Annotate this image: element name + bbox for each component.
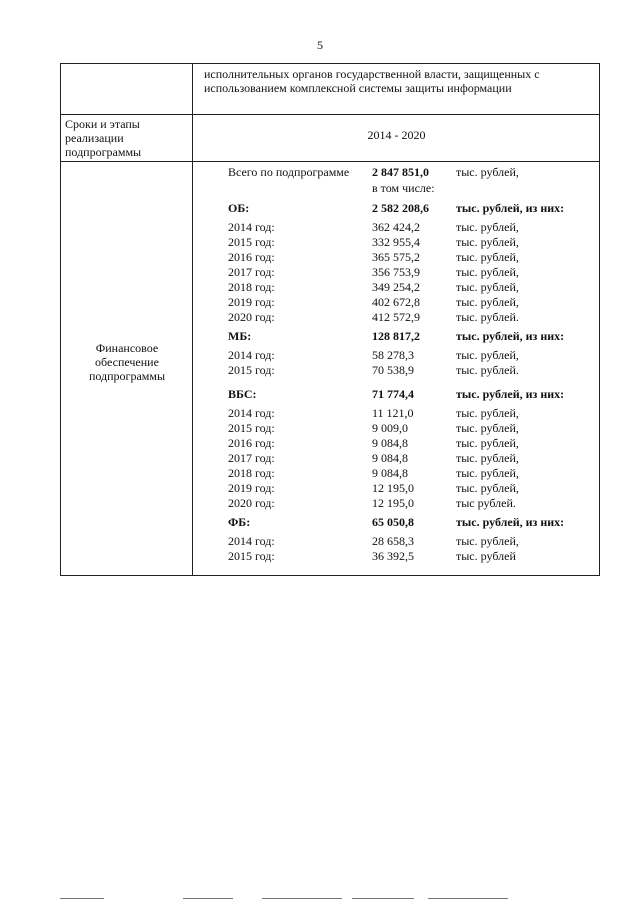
label-line: подпрограммы: [88, 369, 166, 383]
year-label: 2016 год:: [228, 250, 275, 264]
year-amount: 349 254,2: [372, 280, 420, 294]
year-row: [61, 250, 601, 264]
year-amount: 9 084,8: [372, 436, 408, 450]
text-line: использованием комплексной системы защиты информации: [204, 81, 512, 95]
year-row: [61, 534, 601, 548]
section-unit: тыс. рублей, из них:: [456, 387, 565, 401]
year-row: [61, 348, 601, 362]
section-name: ОБ:: [228, 201, 250, 215]
year-unit: тыс. рублей.: [456, 310, 519, 324]
section-header-mb: [61, 329, 601, 343]
section-name: ФБ:: [228, 515, 251, 529]
year-unit: тыс. рублей,: [456, 235, 519, 249]
year-row: [61, 421, 601, 435]
total-label: Всего по подпрограмме: [228, 165, 350, 179]
year-unit: тыс рублей.: [456, 496, 516, 510]
footer-rule: [60, 898, 104, 899]
year-amount: 9 009,0: [372, 421, 408, 435]
total-unit: тыс. рублей,: [456, 165, 519, 179]
year-amount: 402 672,8: [372, 295, 420, 309]
text-line: исполнительных органов государственной власти, защищенных с: [204, 67, 540, 81]
label-line: Финансовое: [95, 341, 159, 355]
year-unit: тыс. рублей,: [456, 280, 519, 294]
year-label: 2016 год:: [228, 436, 275, 450]
section-header-fb: [61, 515, 601, 529]
year-unit: тыс. рублей.: [456, 363, 519, 377]
year-row: [61, 436, 601, 450]
year-unit: тыс. рублей,: [456, 265, 519, 279]
year-label: 2020 год:: [228, 310, 275, 324]
footer-rule: [352, 898, 414, 899]
section-amount: 128 817,2: [372, 329, 420, 343]
section-header-ob: [61, 201, 601, 215]
total-row: [61, 165, 601, 179]
timing-value: 2014 - 2020: [367, 128, 426, 142]
year-row: [61, 310, 601, 324]
year-label: 2018 год:: [228, 280, 275, 294]
footer-rule: [183, 898, 233, 899]
year-amount: 28 658,3: [372, 534, 414, 548]
year-row: [61, 406, 601, 420]
year-amount: 11 121,0: [372, 406, 414, 420]
year-label: 2019 год:: [228, 481, 275, 495]
year-label: 2015 год:: [228, 549, 275, 563]
year-amount: 365 575,2: [372, 250, 420, 264]
year-amount: 356 753,9: [372, 265, 420, 279]
row-divider: [61, 114, 599, 115]
year-row: [61, 496, 601, 510]
year-amount: 12 195,0: [372, 496, 414, 510]
section-amount: 2 582 208,6: [372, 201, 429, 215]
year-row: [61, 363, 601, 377]
section-unit: тыс. рублей, из них:: [456, 515, 565, 529]
total-amount: 2 847 851,0: [372, 165, 429, 179]
year-row: [61, 549, 601, 563]
year-unit: тыс. рублей,: [456, 451, 519, 465]
year-row: [61, 295, 601, 309]
year-amount: 70 538,9: [372, 363, 414, 377]
year-label: 2018 год:: [228, 466, 275, 480]
label-line: Сроки и этапы: [65, 117, 140, 131]
year-amount: 332 955,4: [372, 235, 420, 249]
year-unit: тыс. рублей,: [456, 421, 519, 435]
year-row: [61, 265, 601, 279]
year-label: 2015 год:: [228, 421, 275, 435]
page-number: 5: [317, 38, 323, 52]
year-unit: тыс. рублей,: [456, 250, 519, 264]
year-amount: 412 572,9: [372, 310, 420, 324]
year-label: 2020 год:: [228, 496, 275, 510]
total-note: в том числе:: [372, 181, 435, 195]
footer-rule: [262, 898, 342, 899]
section-amount: 65 050,8: [372, 515, 414, 529]
year-amount: 362 424,2: [372, 220, 420, 234]
section-name: МБ:: [228, 329, 252, 343]
section-unit: тыс. рублей, из них:: [456, 329, 565, 343]
label-line: реализации: [65, 131, 124, 145]
section-header-vbs: [61, 387, 601, 401]
year-unit: тыс. рублей,: [456, 436, 519, 450]
year-label: 2015 год:: [228, 363, 275, 377]
year-label: 2014 год:: [228, 534, 275, 548]
year-label: 2015 год:: [228, 235, 275, 249]
year-amount: 12 195,0: [372, 481, 414, 495]
year-label: 2017 год:: [228, 265, 275, 279]
row-divider: [61, 161, 599, 162]
year-label: 2017 год:: [228, 451, 275, 465]
year-row: [61, 466, 601, 480]
total-note-row: [61, 181, 601, 195]
section-name: ВБС:: [228, 387, 257, 401]
year-amount: 9 084,8: [372, 466, 408, 480]
top-row-text: [204, 67, 594, 95]
label-line: обеспечение: [95, 355, 159, 369]
year-unit: тыс. рублей,: [456, 466, 519, 480]
section-unit: тыс. рублей, из них:: [456, 201, 565, 215]
year-row: [61, 235, 601, 249]
year-amount: 36 392,5: [372, 549, 414, 563]
year-label: 2014 год:: [228, 406, 275, 420]
label-line: подпрограммы: [65, 145, 142, 159]
year-row: [61, 481, 601, 495]
year-row: [61, 220, 601, 234]
year-unit: тыс. рублей: [456, 549, 516, 563]
footer-rule: [428, 898, 508, 899]
year-label: 2014 год:: [228, 220, 275, 234]
section-amount: 71 774,4: [372, 387, 414, 401]
year-amount: 58 278,3: [372, 348, 414, 362]
year-unit: тыс. рублей,: [456, 348, 519, 362]
year-unit: тыс. рублей,: [456, 295, 519, 309]
year-unit: тыс. рублей,: [456, 481, 519, 495]
year-amount: 9 084,8: [372, 451, 408, 465]
year-unit: тыс. рублей,: [456, 534, 519, 548]
timing-label: [65, 117, 189, 159]
subprogram-passport-table: [60, 63, 600, 576]
year-label: 2014 год:: [228, 348, 275, 362]
year-row: [61, 451, 601, 465]
year-unit: тыс. рублей,: [456, 406, 519, 420]
year-unit: тыс. рублей,: [456, 220, 519, 234]
year-label: 2019 год:: [228, 295, 275, 309]
year-row: [61, 280, 601, 294]
